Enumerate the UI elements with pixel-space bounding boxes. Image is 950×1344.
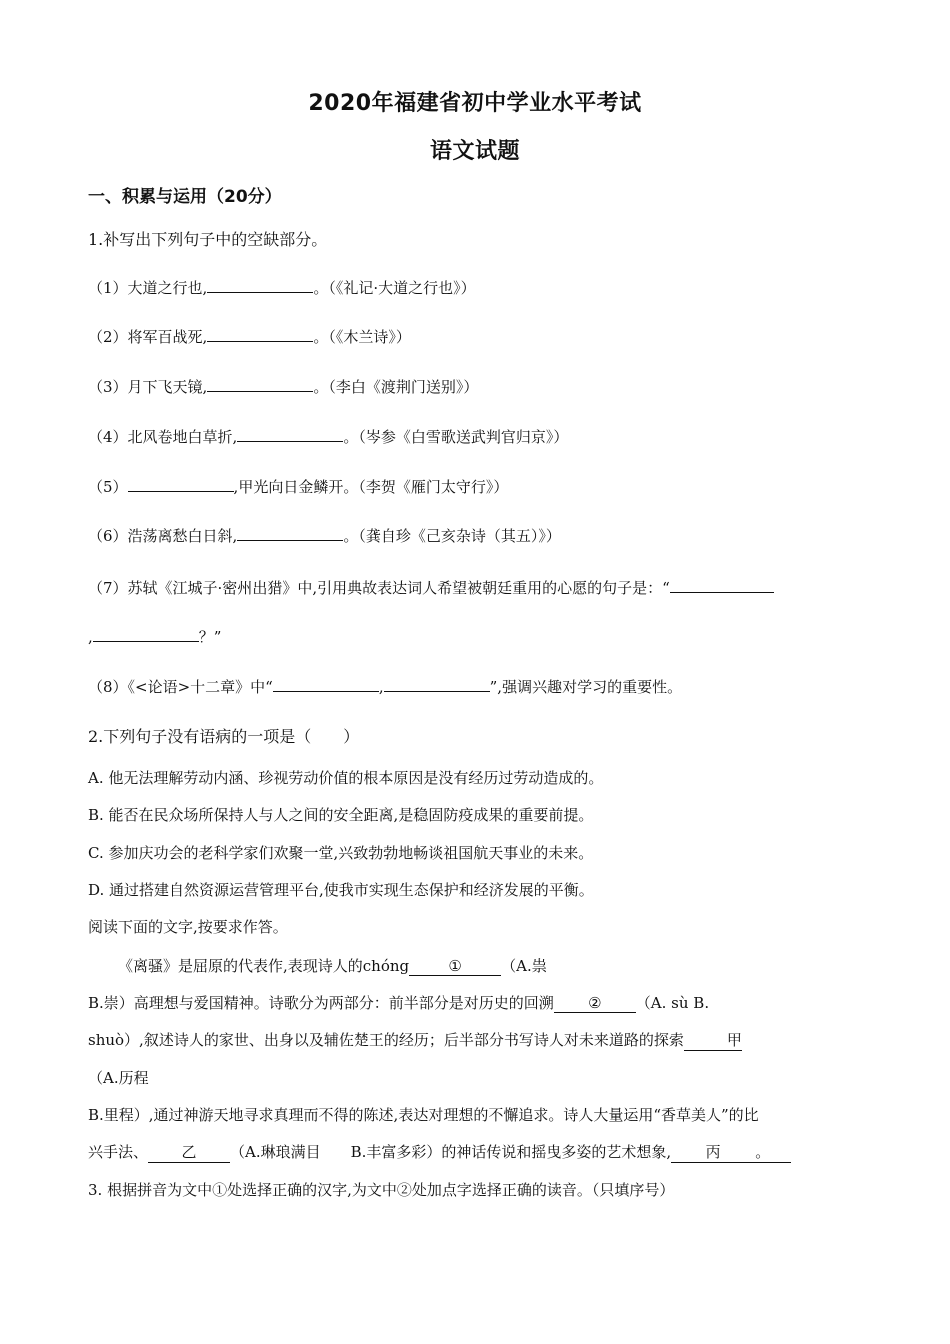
question-2-stem: 2.下列句子没有语病的一项是（ ）	[88, 727, 360, 746]
passage-line-3	[88, 1029, 742, 1051]
answer-blank[interactable]	[384, 677, 490, 692]
blank-2[interactable]: ②	[554, 994, 636, 1013]
q1-item-2-post: 。（《木兰诗》）	[313, 328, 411, 346]
q1-item-4	[88, 426, 568, 447]
passage-line-2-tail: （A. sù B.	[635, 994, 710, 1012]
q1-item-7-comma: ,	[88, 628, 93, 646]
passage-line-6-end: 。	[755, 1141, 791, 1163]
question-1-stem: 1.补写出下列句子中的空缺部分。	[88, 230, 328, 249]
passage-line-1-tail: （A.祟	[501, 957, 547, 975]
answer-blank[interactable]	[237, 427, 343, 442]
q1-item-8-post: ”,强调兴趣对学习的重要性。	[489, 678, 683, 696]
q2-option-d[interactable]: D. 通过搭建自然资源运营管理平台,使我市实现生态保护和经济发展的平衡。	[88, 881, 594, 899]
passage-line-3-text: shuò）,叙述诗人的家世、出身以及辅佐楚王的经历；后半部分书写诗人对未来道路的探索	[88, 1031, 684, 1049]
q1-item-8	[88, 676, 682, 697]
q1-item-7-cont	[88, 626, 221, 647]
q1-item-7-pre: （7）苏轼《江城子·密州出猎》中,引用典故表达词人希望被朝廷重用的心愿的句子是：“	[88, 579, 670, 597]
passage-line-6-text: 兴手法、	[88, 1143, 149, 1161]
q1-item-5	[88, 476, 508, 497]
exam-subtitle: 语文试题	[429, 139, 520, 164]
section-heading: 一、积累与运用（20分）	[88, 187, 282, 207]
answer-blank[interactable]	[93, 627, 199, 642]
answer-blank[interactable]	[273, 677, 379, 692]
question-3: 3. 根据拼音为文中①处选择正确的汉字,为文中②处加点字选择正确的读音。（只填序号）	[88, 1181, 675, 1199]
reading-intro: 阅读下面的文字,按要求作答。	[88, 918, 288, 936]
q1-item-1	[88, 277, 476, 298]
q1-item-1-post: 。（《礼记·大道之行也》）	[313, 279, 476, 297]
q1-item-5-post: ,甲光向日金鳞开。（李贺《雁门太守行》）	[233, 478, 509, 496]
exam-title: 2020年福建省初中学业水平考试	[308, 91, 642, 116]
q1-item-6	[88, 525, 561, 546]
q1-item-6-pre: （6）浩荡离愁白日斜,	[88, 527, 238, 545]
passage-line-6	[88, 1141, 791, 1163]
answer-blank[interactable]	[207, 327, 313, 342]
q1-item-4-pre: （4）北风卷地白草折,	[88, 428, 238, 446]
q1-item-3-pre: （3）月下飞天镜,	[88, 378, 208, 396]
answer-blank[interactable]	[237, 526, 343, 541]
passage-line-1-text: 《离骚》是屈原的代表作,表现诗人的chóng	[118, 957, 410, 975]
blank-yi[interactable]: 乙	[148, 1141, 230, 1163]
q1-item-7	[88, 577, 774, 598]
q2-option-b[interactable]: B. 能否在民众场所保持人与人之间的安全距离,是稳固防疫成果的重要前提。	[88, 806, 594, 824]
answer-blank[interactable]	[207, 278, 313, 293]
answer-blank[interactable]	[207, 377, 313, 392]
passage-line-2	[88, 992, 709, 1013]
passage-line-6-mid: （A.琳琅满目 B.丰富多彩）的神话传说和摇曳多姿的艺术想象,	[230, 1143, 672, 1161]
q2-option-a[interactable]: A. 他无法理解劳动内涵、珍视劳动价值的根本原因是没有经历过劳动造成的。	[88, 769, 604, 787]
blank-jia[interactable]: 甲	[684, 1029, 742, 1051]
q1-item-1-pre: （1）大道之行也,	[88, 279, 208, 297]
q1-item-8-pre: （8）《<论语>十二章》中“	[88, 678, 273, 696]
answer-blank[interactable]	[670, 578, 774, 593]
passage-line-5: B.里程）,通过神游天地寻求真理而不得的陈述,表达对理想的不懈追求。诗人大量运用“香草美人”的比	[88, 1106, 759, 1124]
passage-line-1	[118, 955, 547, 976]
passage-line-4: （A.历程	[88, 1069, 149, 1087]
q1-item-7-post: ？”	[198, 628, 222, 646]
q1-item-2-pre: （2）将军百战死,	[88, 328, 208, 346]
answer-blank[interactable]	[128, 477, 234, 492]
passage-line-2-text: B.崇）高理想与爱国精神。诗歌分为两部分：前半部分是对历史的回溯	[88, 994, 554, 1012]
q1-item-6-post: 。（龚自珍《己亥杂诗（其五）》）	[343, 527, 561, 545]
q2-option-c[interactable]: C. 参加庆功会的老科学家们欢聚一堂,兴致勃勃地畅谈祖国航天事业的未来。	[88, 844, 594, 862]
q1-item-8-mid: ,	[378, 678, 384, 696]
q1-item-2	[88, 326, 411, 347]
blank-1[interactable]: ①	[409, 957, 501, 976]
q1-item-3-post: 。（李白《渡荆门送别》）	[313, 378, 479, 396]
q1-item-5-pre: （5）	[88, 478, 128, 496]
q1-item-3	[88, 376, 478, 397]
blank-bing[interactable]: 丙	[671, 1141, 755, 1163]
q1-item-4-post: 。（岑参《白雪歌送武判官归京》）	[343, 428, 569, 446]
